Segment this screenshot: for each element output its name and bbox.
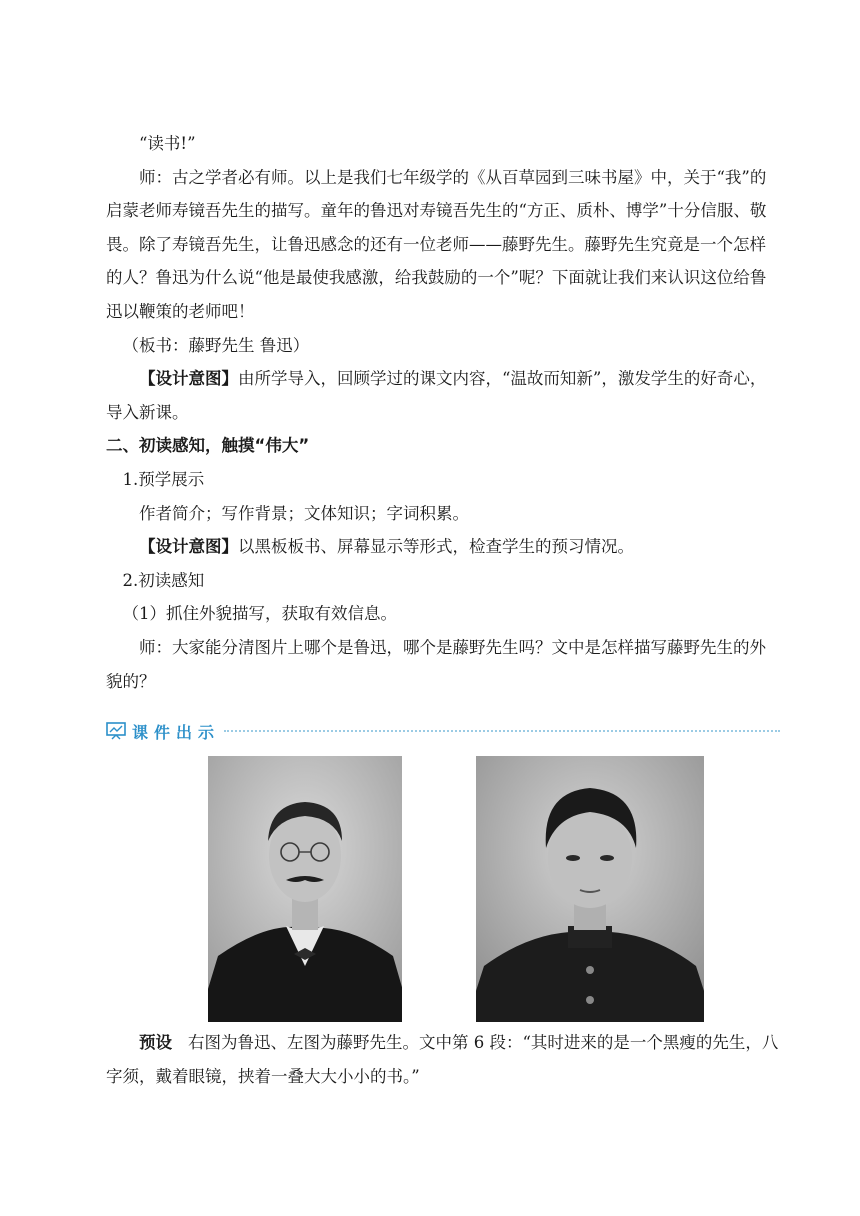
preset-label: 预设 xyxy=(139,1033,172,1052)
courseware-label: 课件出示 xyxy=(132,722,221,742)
upper-text-block xyxy=(106,127,780,698)
portrait-fujino xyxy=(208,756,402,1022)
paragraph-board-note: （板书：藤野先生 鲁迅） xyxy=(122,335,310,355)
item-2-sub: （1）抓住外貌描写，获取有效信息。 xyxy=(122,604,397,624)
preset-text: 右图为鲁迅、左图为藤野先生。文中第 6 段：“其时进来的是一个黑瘦的先生，八字须，戴着眼镜，挟着一叠大大小小的书。” xyxy=(106,1033,779,1086)
item-2-title: 2.初读感知 xyxy=(122,570,205,590)
section-heading: 二、初读感知，触摸“伟大” xyxy=(106,436,310,456)
design-intent-text: 由所学导入，回顾学过的课文内容，“温故而知新”，激发学生的好奇心，导入新课。 xyxy=(106,369,767,422)
preset-paragraph xyxy=(106,1026,780,1093)
presentation-icon xyxy=(106,722,126,740)
item-1-text: 作者简介；写作背景；文体知识；字词积累。 xyxy=(139,503,469,523)
paragraph-teacher-intro: 师：古之学者必有师。以上是我们七年级学的《从百草园到三味书屋》中，关于“我”的启蒙老师寿镜吾先生的描写。童年的鲁迅对寿镜吾先生的“方正、质朴、博学”十分信服、敬畏。除了寿镜吾先生，让鲁迅感念的还有一位老师——藤野先生。藤野先生究竟是一个怎样的人？鲁迅为什么说“他是最使我感激，给我鼓励的一个”呢？下面就让我们来认识这位给鲁迅以鞭策的老师吧！ xyxy=(106,167,767,321)
paragraph-quote: “读书!” xyxy=(139,134,196,153)
portrait-luxun xyxy=(476,756,704,1022)
item-1-title: 1.预学展示 xyxy=(122,469,205,489)
design-intent-label: 【设计意图】 xyxy=(139,369,238,389)
dotted-divider xyxy=(224,730,780,732)
design-intent-text: 以黑板板书、屏幕显示等形式，检查学生的预习情况。 xyxy=(238,537,634,557)
design-intent-label: 【设计意图】 xyxy=(139,537,238,557)
design-intent-1 xyxy=(106,362,780,429)
preset-block xyxy=(106,1026,780,1093)
design-intent-2 xyxy=(106,530,780,564)
courseware-banner xyxy=(106,718,780,744)
teacher-question: 师：大家能分清图片上哪个是鲁迅，哪个是藤野先生吗？文中是怎样描写藤野先生的外貌的？ xyxy=(106,637,766,691)
